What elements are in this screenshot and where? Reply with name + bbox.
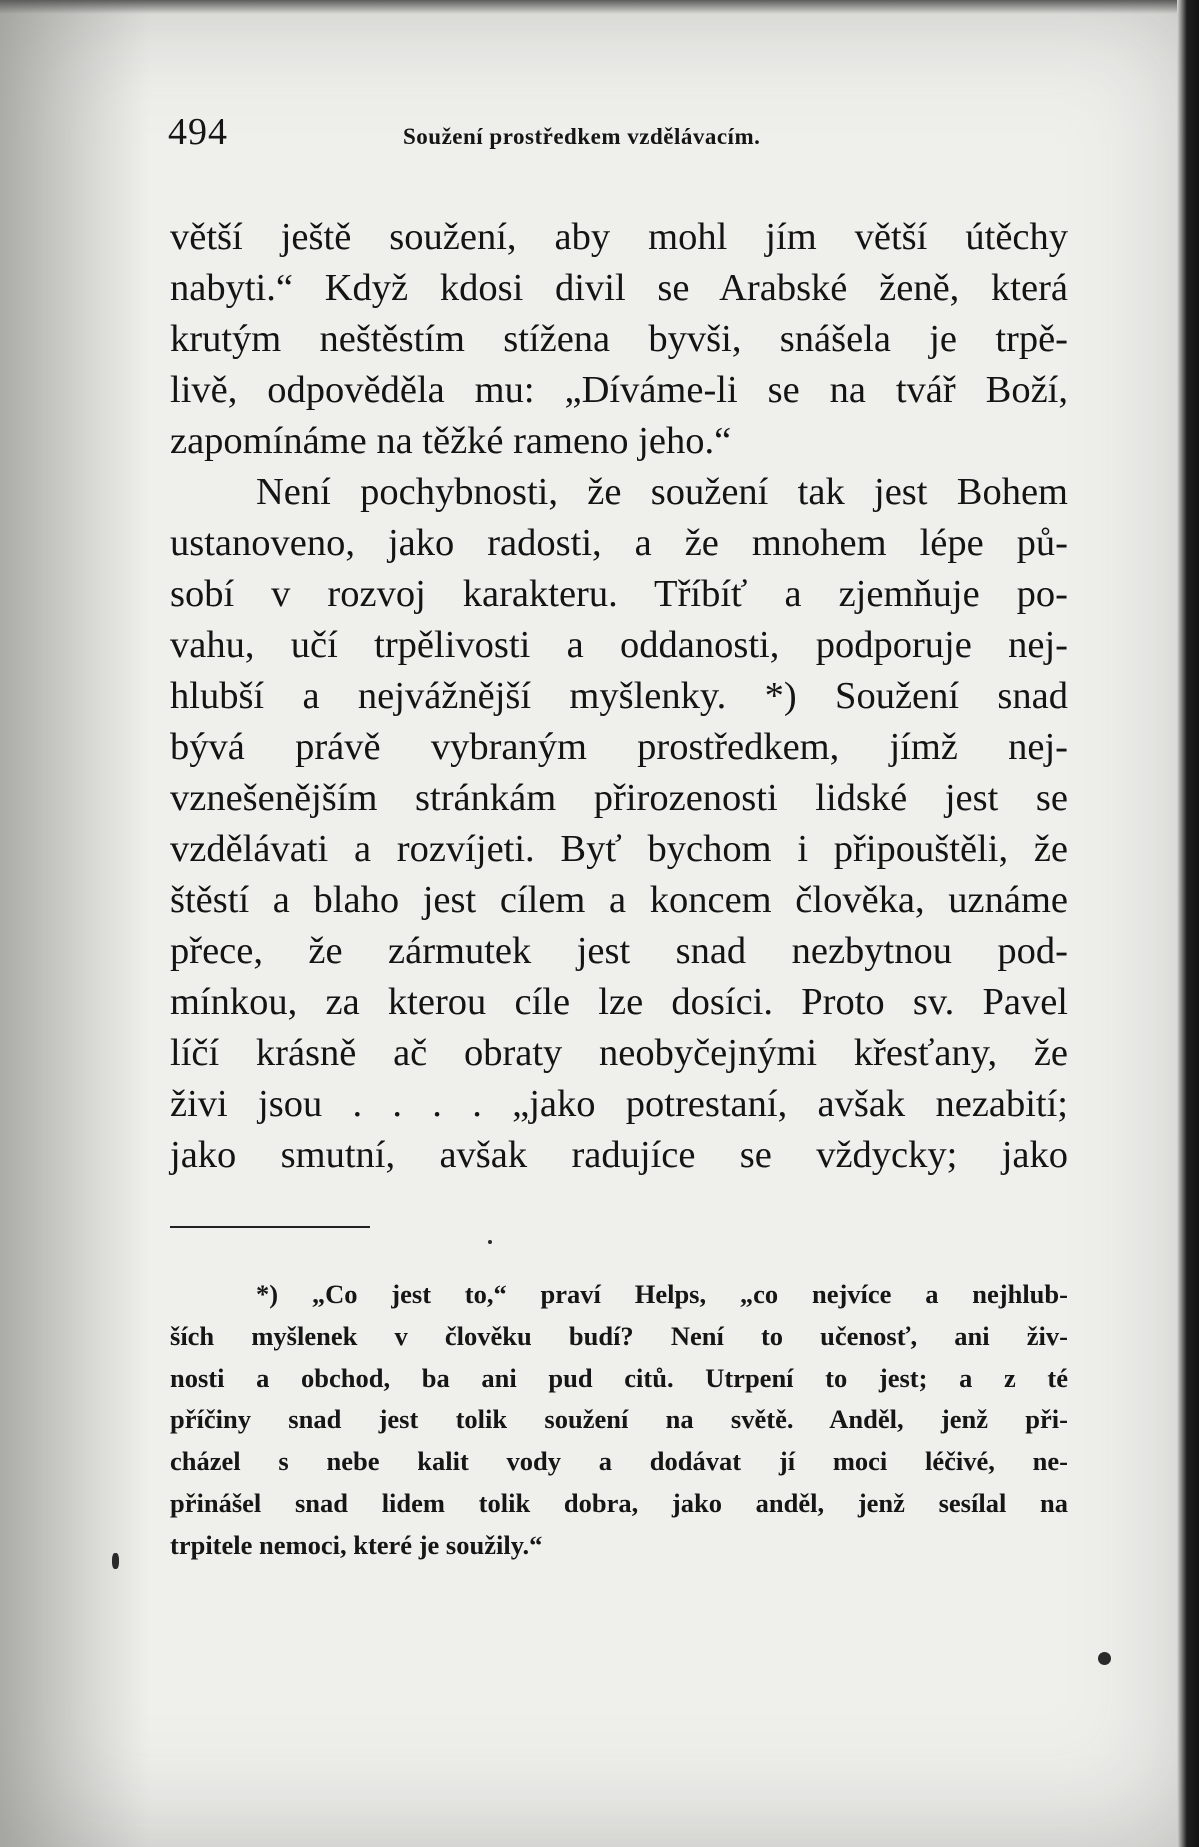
page-header (168, 110, 1068, 158)
body-line: ustanoveno, jako radosti, a že mnohem lépe pů- (170, 522, 1068, 564)
footnote-line: přinášel snad lidem tolik dobra, jako anděl, jenž sesílal na (170, 1487, 1068, 1518)
footnote-line: trpitele nemoci, které je soužily.“ (170, 1529, 543, 1560)
body-line: zapomínáme na těžké rameno jeho.“ (170, 420, 732, 462)
body-line: sobí v rozvoj karakteru. Tříbíť a zjemňuje po- (170, 573, 1068, 615)
page-number: 494 (168, 111, 228, 153)
body-line: živi jsou . . . . „jako potrestaní, avšak nezabití; (170, 1083, 1068, 1125)
footnote-line: nosti a obchod, ba ani pud citů. Utrpení to jest; a z té (170, 1362, 1068, 1393)
body-line: bývá právě vybraným prostředkem, jímž nej- (170, 726, 1068, 768)
footnote-line: cházel s nebe kalit vody a dodávat jí moci léčivé, ne- (170, 1446, 1068, 1477)
footnote (170, 1274, 1068, 1567)
ink-speck (112, 1553, 119, 1569)
body-line: livě, odpověděla mu: „Díváme-li se na tvář Boží, (170, 369, 1068, 411)
body-line: vahu, učí trpělivosti a oddanosti, podporuje nej- (170, 624, 1068, 666)
ink-speck (1098, 1652, 1111, 1665)
body-line: nabyti.“ Když kdosi divil se Arabské ženě, která (170, 267, 1068, 309)
body-line: hlubší a nejvážnější myšlenky. *) Soužení snad (170, 675, 1068, 717)
scan-right-edge (1177, 0, 1199, 1847)
body-line: jako smutní, avšak radujíce se vždycky; jako (170, 1134, 1068, 1176)
body-text (170, 212, 1068, 1181)
footnote-line: příčiny snad jest tolik soužení na světě. Anděl, jenž při- (170, 1404, 1068, 1435)
body-line: mínkou, za kterou cíle lze dosíci. Proto sv. Pavel (170, 981, 1068, 1023)
footnote-line: *) „Co jest to,“ praví Helps, „co nejvíce a nejhlub- (256, 1279, 1068, 1309)
body-line: větší ještě soužení, aby mohl jím větší útěchy (170, 216, 1068, 258)
body-line: Není pochybnosti, že soužení tak jest Bohem (256, 471, 1068, 513)
body-line: vzdělávati a rozvíjeti. Byť bychom i připouštěli, že (170, 828, 1068, 870)
body-line: krutým neštěstím stížena byvši, snášela je trpě- (170, 318, 1068, 360)
body-line: líčí krásně ač obraty neobyčejnými křesťany, že (170, 1032, 1068, 1074)
body-line: štěstí a blaho jest cílem a koncem člověka, uznáme (170, 879, 1068, 921)
scan-top-edge (0, 0, 1199, 14)
ink-speck (488, 1240, 492, 1244)
body-line: přece, že zármutek jest snad nezbytnou pod- (170, 930, 1068, 972)
running-head: Soužení prostředkem vzdělávacím. (403, 124, 761, 149)
body-line: vznešenějším stránkám přirozenosti lidské jest se (170, 777, 1068, 819)
footnote-divider (170, 1226, 370, 1228)
footnote-line: ších myšlenek v člověku budí? Není to učenosť, ani živ- (170, 1320, 1068, 1351)
